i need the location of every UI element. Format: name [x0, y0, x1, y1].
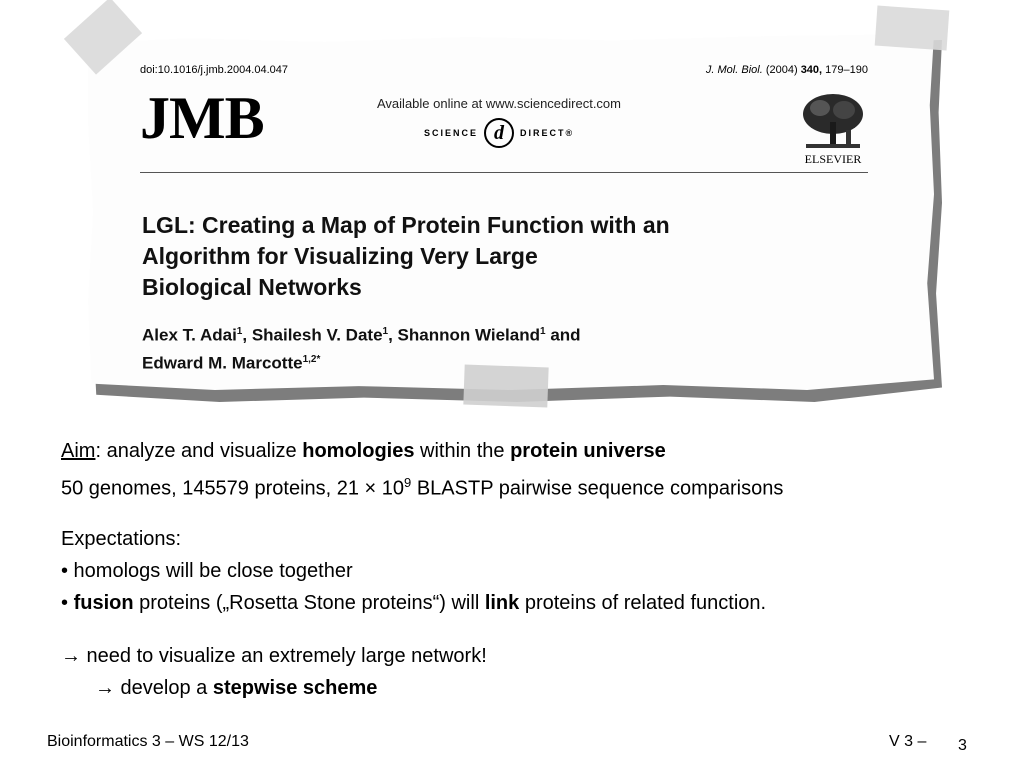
- author-name: Alex T. Adai: [142, 325, 237, 345]
- arrow-line-2: [95, 676, 377, 700]
- authors-line-1: Alex T. Adai$^1$, Shailesh V. Date$^1$, Shannon Wieland$^1$ and: [142, 325, 581, 345]
- header-rule: [140, 172, 868, 173]
- bold-fusion: fusion: [73, 592, 134, 614]
- doi: doi:10.1016/j.jmb.2004.04.047: [140, 64, 289, 76]
- jmb-logo: JMB: [140, 85, 264, 151]
- bullet-fusion: [61, 591, 766, 615]
- sciencedirect-logo: [424, 118, 574, 148]
- aim-text: : analyze and visualize: [95, 440, 303, 462]
- paper-authors: [142, 320, 842, 375]
- footer-lecture: V 3 –: [889, 733, 927, 750]
- aim-line: [61, 439, 666, 463]
- author-affiliation: 1: [382, 326, 389, 337]
- available-online: Available online at www.sciencedirect.com: [377, 96, 621, 111]
- sciencedirect-mark: d: [484, 118, 514, 148]
- bullet-text: proteins („Rosetta Stone proteins“) will: [133, 592, 485, 614]
- stats-exponent: 9: [404, 475, 412, 490]
- aim-bold-protein-universe: protein universe: [510, 440, 666, 462]
- bullet-homologs: • homologs will be close together: [61, 560, 353, 582]
- stats-text: BLASTP pairwise sequence comparisons: [411, 477, 784, 500]
- sciencedirect-right: DIRECT®: [520, 128, 575, 138]
- author-affiliation: 1: [540, 326, 546, 337]
- paper-title-line: Biological Networks: [142, 274, 362, 300]
- bullet-marker: •: [61, 592, 74, 614]
- authors-line-2: [142, 348, 842, 376]
- bullet-text: proteins of related function.: [519, 592, 767, 614]
- page-number: 3: [958, 737, 967, 754]
- author-affiliation: 1: [236, 326, 243, 337]
- stats-text: 50 genomes, 145579 proteins, 21 × 10: [61, 477, 405, 500]
- journal-volume: 340,: [800, 64, 823, 76]
- journal-name: J. Mol. Biol.: [705, 64, 763, 76]
- journal-pages: 179–190: [825, 64, 868, 76]
- aim-label: Aim: [61, 440, 96, 462]
- sciencedirect-left: SCIENCE: [424, 128, 479, 138]
- authors-and: and: [550, 325, 581, 345]
- journal-year: (2004): [765, 64, 798, 76]
- stats-line: [61, 471, 783, 501]
- author-name: Shailesh V. Date: [251, 325, 383, 345]
- paper-title-line: LGL: Creating a Map of Protein Function with an: [142, 212, 670, 238]
- paper-title: [142, 210, 842, 303]
- elsevier-tree-icon: [800, 92, 866, 150]
- expectations-heading: Expectations:: [61, 528, 182, 550]
- tape-top-right: [875, 6, 950, 51]
- journal-citation: [706, 64, 868, 76]
- paper-title-line: Algorithm for Visualizing Very Large: [142, 243, 538, 269]
- arrow-line-1: → need to visualize an extremely large network!: [61, 645, 487, 667]
- arrow-text: → develop a: [95, 677, 213, 699]
- author-name: Edward M. Marcotte: [142, 353, 303, 373]
- aim-bold-homologies: homologies: [302, 440, 415, 462]
- bold-link: link: [484, 592, 520, 614]
- footer-course: Bioinformatics 3 – WS 12/13: [47, 733, 249, 750]
- aim-text: within the: [414, 440, 511, 462]
- publisher-name: ELSEVIER: [804, 152, 862, 166]
- bold-stepwise-scheme: stepwise scheme: [212, 677, 378, 699]
- author-name: Shannon Wieland: [397, 325, 541, 345]
- author-affiliation: 1,2*: [302, 353, 321, 365]
